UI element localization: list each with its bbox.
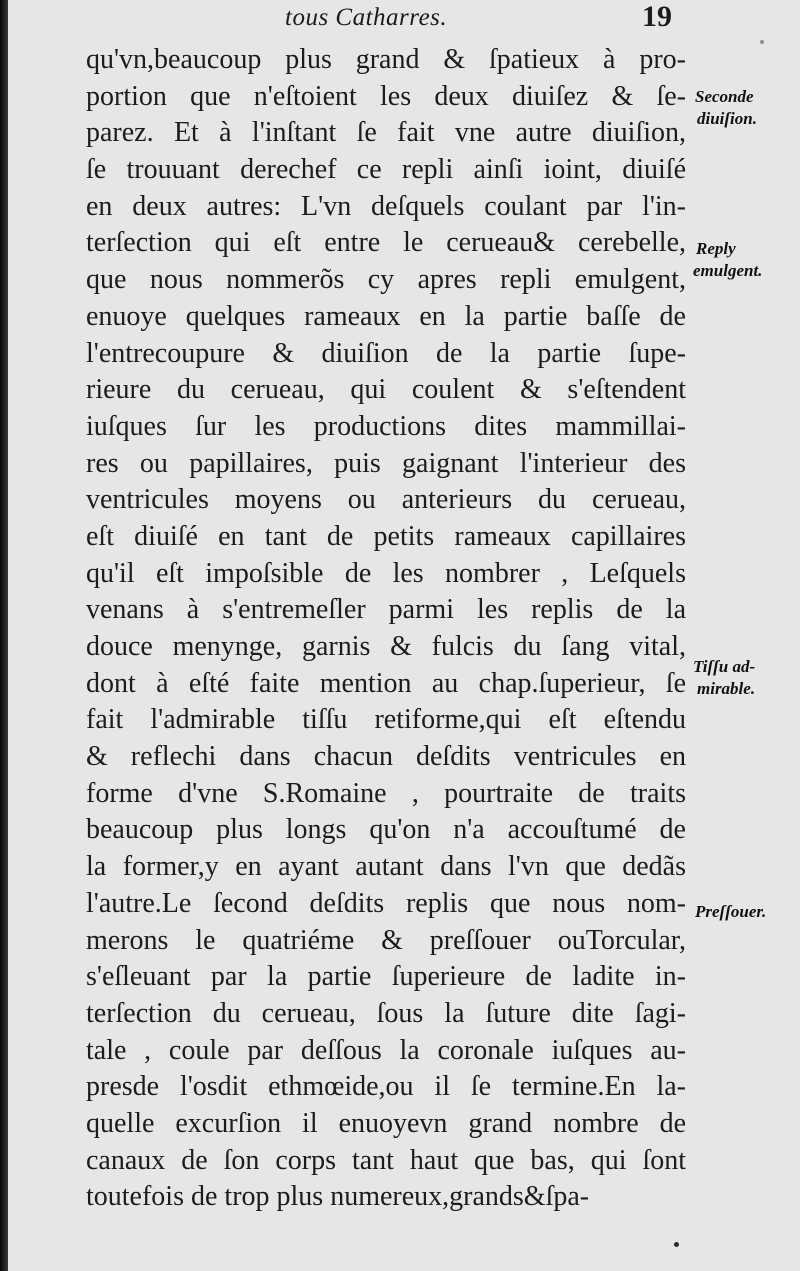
text-line: ventricules moyens ou anterieurs du cerueau, <box>86 484 686 516</box>
text-line: terſection qui eſt entre le cerueau& cerebelle, <box>86 227 686 259</box>
text-line: l'autre.Le ſecond deſdits replis que nous nom- <box>86 887 686 919</box>
page-edge-shadow <box>0 0 8 1271</box>
text-line: douce menynge, garnis & fulcis du ſang vital, <box>86 631 686 662</box>
text-line: fait l'admirable tiſſu retiforme,qui eſt eſtendu <box>86 704 686 736</box>
margin-note-line: mirable. <box>697 679 756 698</box>
text-line: merons le quatriéme & preſſouer ouTorcular, <box>86 924 686 956</box>
text-line: enuoye quelques rameaux en la partie baſſe de <box>86 300 686 332</box>
text-line: toutefois de trop plus numereux,grands&ſpa- <box>86 1181 590 1213</box>
text-line: tale , coule par deſſous la coronale iuſques au- <box>86 1034 686 1066</box>
text-line: qu'il eſt impoſsible de les nombrer , Leſquels <box>86 557 686 589</box>
text-line: l'entrecoupure & diuiſion de la partie ſupe- <box>86 337 686 369</box>
margin-note-line: Preſſouer. <box>695 902 767 921</box>
running-head <box>0 0 800 40</box>
text-line: que nous nommerõs cy apres repli emulgent, <box>86 264 686 296</box>
margin-note-seconde-diuision <box>693 86 757 130</box>
margin-note-pressouer <box>693 901 766 923</box>
text-line: terſection du cerueau, ſous la ſuture dite ſagi- <box>86 997 686 1029</box>
text-line: portion que n'eſtoient les deux diuiſez & ſe- <box>86 80 686 112</box>
text-line: canaux de ſon corps tant haut que bas, qui ſont <box>86 1144 686 1176</box>
margin-note-line: emulgent. <box>693 261 763 280</box>
text-line: ſe trouuant derechef ce repli ainſi ioint, diuiſé <box>86 154 686 186</box>
margin-note-line: Reply <box>696 239 736 258</box>
text-line: qu'vn,beaucoup plus grand & ſpatieux à pro- <box>86 44 686 75</box>
text-line: quelle excurſion il enuoyevn grand nombre de <box>86 1107 686 1139</box>
ink-speck <box>760 40 764 44</box>
margin-note-line: diuiſion. <box>697 109 757 128</box>
text-line: parez. Et à l'inſtant ſe fait vne autre diuiſion, <box>86 117 686 149</box>
text-line: en deux autres: L'vn deſquels coulant par l'in- <box>86 190 686 222</box>
margin-note-line: Tiſſu ad- <box>693 657 756 676</box>
text-line: rieure du cerueau, qui coulent & s'eſtendent <box>86 374 686 406</box>
margin-note-reply-emulgent <box>693 238 762 282</box>
text-line: forme d'vne S.Romaine , pourtraite de traits <box>86 777 686 809</box>
text-line: & reflechi dans chacun deſdits ventricules en <box>86 741 686 773</box>
body-text <box>86 42 686 1216</box>
text-line: venans à s'entremeſler parmi les replis de la <box>86 594 686 626</box>
text-line: eſt diuiſé en tant de petits rameaux capillaires <box>86 520 686 552</box>
text-line: dont à eſté faite mention au chap.ſuperieur, ſe <box>86 667 686 699</box>
running-title: tous Catharres. <box>285 4 448 31</box>
text-line: beaucoup plus longs qu'on n'a accouſtumé de <box>86 814 686 846</box>
margin-note-tissu-admirable <box>693 656 755 700</box>
ink-speck <box>674 1242 679 1247</box>
margin-note-line: Seconde <box>695 87 754 106</box>
text-line: presde l'osdit ethmœide,ou il ſe termine.En la- <box>86 1071 686 1103</box>
text-line: s'eſleuant par la partie ſuperieure de ladite in- <box>86 961 686 993</box>
text-line: iuſques ſur les productions dites mammillai- <box>86 410 686 442</box>
text-line: la former,y en ayant autant dans l'vn que dedãs <box>86 851 686 883</box>
page-number: 19 <box>642 0 672 33</box>
text-line: res ou papillaires, puis gaignant l'interieur des <box>86 447 686 479</box>
